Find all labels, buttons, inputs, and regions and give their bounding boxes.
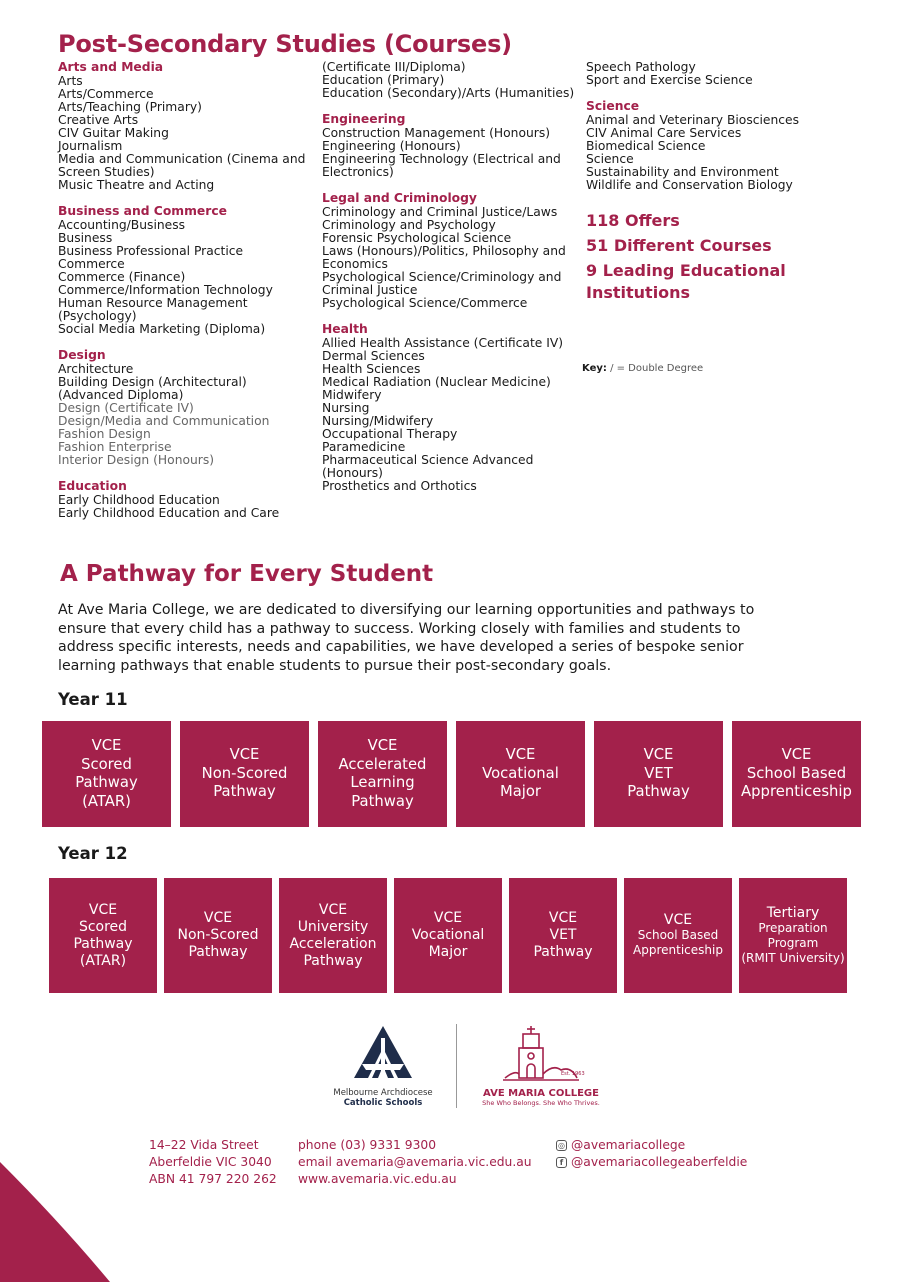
year-11-label: Year 11 (58, 690, 128, 709)
course-item: Building Design (Architectural) (Advanced Diploma) (58, 375, 247, 402)
category-heading: Health (322, 322, 368, 336)
pathway-box[interactable] (180, 721, 309, 827)
course-category (322, 113, 580, 179)
pathway-line: Pathway (533, 944, 593, 960)
key-label: Key: (582, 363, 607, 374)
course-item: Speech Pathology (586, 60, 696, 74)
address-line2: Aberfeldie VIC 3040 (149, 1155, 272, 1169)
pathway-line: VCE (548, 910, 578, 926)
mac-name-line1: Melbourne Archdiocese (333, 1088, 433, 1098)
course-category (58, 61, 308, 192)
category-heading: Design (58, 348, 106, 362)
course-category (58, 349, 308, 467)
instagram-handle: @avemariacollege (571, 1138, 686, 1152)
pathway-line: VCE (505, 746, 536, 764)
course-group-continued (322, 61, 580, 100)
pathway-line: VCE (367, 737, 398, 754)
pathway-line: VCE (91, 737, 122, 754)
pathway-box-text (73, 902, 132, 970)
pathway-line: Tertiary (766, 904, 820, 921)
course-item: CIV Animal Care Services (586, 126, 742, 140)
course-item: Arts (58, 74, 83, 88)
page-title: Post-Secondary Studies (Courses) (58, 30, 512, 58)
course-item: Prosthetics and Orthotics (322, 479, 477, 493)
facebook-icon: f (556, 1157, 567, 1168)
instagram-icon: ◎ (556, 1140, 567, 1151)
courses-column-2 (322, 61, 580, 493)
course-item: Arts/Teaching (Primary) (58, 100, 202, 114)
course-category (586, 100, 846, 192)
amc-name: AVE MARIA COLLEGE (483, 1088, 599, 1099)
pathway-box[interactable] (456, 721, 585, 827)
abn: ABN 41 797 220 262 (149, 1172, 277, 1186)
pathway-line: VET (644, 764, 673, 782)
key-legend (582, 363, 703, 374)
course-item: Biomedical Science (586, 139, 706, 153)
course-item: Psychological Science/Criminology and Criminal Justice (322, 270, 562, 297)
pathway-line: VCE (433, 910, 463, 926)
course-item: Commerce/Information Technology (58, 283, 273, 297)
category-heading: Engineering (322, 112, 406, 126)
pathway-box[interactable] (509, 878, 617, 993)
pathway-box-text (533, 910, 592, 961)
course-item: Sustainability and Environment (586, 165, 779, 179)
course-item: Forensic Psychological Science (322, 231, 512, 245)
course-item: Health Sciences (322, 362, 421, 376)
category-heading: Education (58, 479, 127, 493)
pathway-box-text (412, 910, 485, 961)
key-text: / = Double Degree (610, 363, 704, 374)
pathway-box-text (202, 746, 288, 802)
course-item: Construction Management (Honours) (322, 126, 551, 140)
course-item: Media and Communication (Cinema and Screen Studies) (58, 152, 306, 179)
year-11-pathways (42, 721, 861, 827)
amc-church-icon (501, 1024, 585, 1084)
instagram-link[interactable] (556, 1137, 747, 1154)
course-category (58, 480, 308, 520)
course-item: Criminology and Psychology (322, 218, 496, 232)
pathway-line: Program (767, 935, 819, 950)
year-12-pathways (49, 878, 847, 993)
course-category (322, 323, 580, 493)
course-item: Business Professional Practice (58, 244, 244, 258)
course-category (322, 192, 580, 310)
pathway-line: (ATAR) (79, 952, 127, 969)
pathway-line: Pathway (627, 783, 690, 801)
pathway-line: VCE (203, 910, 233, 926)
pathway-box[interactable] (624, 878, 732, 993)
pathway-line: Major (428, 944, 468, 960)
mac-emblem-icon (348, 1024, 418, 1082)
pathway-title: A Pathway for Every Student (60, 561, 434, 587)
course-item: Science (586, 152, 634, 166)
pathway-line: VCE (781, 746, 812, 764)
pathway-line: VCE (229, 746, 260, 764)
pathway-box[interactable] (42, 721, 171, 827)
course-item: Social Media Marketing (Diploma) (58, 322, 266, 336)
pathway-line: (RMIT University) (741, 950, 845, 965)
pathway-box[interactable] (732, 721, 861, 827)
course-item: CIV Guitar Making (58, 126, 169, 140)
footer-contact (298, 1137, 532, 1188)
courses-column-1 (58, 61, 308, 520)
pathway-line: VET (549, 927, 577, 943)
course-item: Music Theatre and Acting (58, 178, 215, 192)
course-item: Occupational Therapy (322, 427, 458, 441)
pathway-line: Accelerated (338, 755, 427, 773)
pathway-line: Major (499, 783, 542, 801)
pathway-line: VCE (663, 912, 693, 928)
logo-divider (456, 1024, 457, 1108)
mac-logo (318, 1024, 448, 1108)
logos (318, 1024, 618, 1114)
course-item: Architecture (58, 362, 134, 376)
pathway-line: Pathway (188, 944, 248, 960)
course-category (58, 205, 308, 336)
course-item: Medical Radiation (Nuclear Medicine) (322, 375, 551, 389)
pathway-line: (ATAR) (82, 792, 131, 810)
address-line1: 14–22 Vida Street (149, 1138, 259, 1152)
pathway-line: VCE (318, 901, 348, 918)
pathway-line: Scored (78, 918, 128, 935)
pathway-line: Pathway (303, 952, 363, 969)
pathway-box-text (482, 746, 559, 802)
pathway-line: Pathway (213, 783, 276, 801)
footer-social (556, 1137, 747, 1171)
course-item: Education (Secondary)/Arts (Humanities) (322, 86, 575, 100)
course-item: Animal and Veterinary Biosciences (586, 113, 800, 127)
course-item: Midwifery (322, 388, 382, 402)
course-item: Allied Health Assistance (Certificate IV) (322, 336, 564, 350)
pathway-line: Non-Scored (201, 764, 288, 782)
course-item: Education (Primary) (322, 73, 445, 87)
course-group-continued (586, 61, 846, 87)
pathway-box-text (741, 746, 852, 802)
pathway-box-text (627, 746, 689, 802)
phone[interactable]: phone (03) 9331 9300 (298, 1138, 437, 1152)
pathway-box-text (633, 913, 723, 958)
course-item: Nursing (322, 401, 370, 415)
course-item: Laws (Honours)/Politics, Philosophy and Economics (322, 244, 566, 271)
pathway-line: Acceleration (289, 935, 377, 952)
course-item: Accounting/Business (58, 218, 186, 232)
course-item: Business (58, 231, 113, 245)
category-heading: Legal and Criminology (322, 191, 477, 205)
course-item: Early Childhood Education (58, 493, 220, 507)
facebook-link[interactable] (556, 1154, 747, 1171)
category-heading: Arts and Media (58, 60, 164, 74)
pathway-box[interactable] (394, 878, 502, 993)
course-item: Dermal Sciences (322, 349, 425, 363)
pathway-intro: At Ave Maria College, we are dedicated to diversifying our learning opportunities and pathways to ensure that every child has a pathway to success. Working closely with families and students to address specific interests, needs and capabilities, we have developed a series of bespoke senior learning pathways that enable students to pursue their post-secondary goals. (58, 602, 755, 674)
pathway-line: Vocational (482, 764, 559, 782)
course-item: Design/Media and Communication (58, 414, 270, 428)
course-item: Nursing/Midwifery (322, 414, 434, 428)
amc-logo (476, 1024, 606, 1107)
amc-est: Est. 1963 (561, 1071, 585, 1077)
pathway-line: Learning (350, 774, 415, 791)
course-item: Psychological Science/Commerce (322, 296, 528, 310)
course-item: Commerce (58, 257, 125, 271)
amc-tagline: She Who Belongs. She Who Thrives. (482, 1099, 600, 1107)
stat-line: 118 Offers (586, 211, 680, 230)
course-item: Sport and Exercise Science (586, 73, 753, 87)
pathway-line: Preparation (758, 920, 828, 935)
pathway-line: School Based (637, 928, 719, 942)
course-item: Engineering (Honours) (322, 139, 461, 153)
footer-address (149, 1137, 277, 1188)
course-item: (Certificate III/Diploma) (322, 60, 466, 74)
stat-line: 9 Leading Educational Institutions (586, 261, 786, 302)
pathway-box-text (290, 902, 377, 970)
course-item: Criminology and Criminal Justice/Laws (322, 205, 558, 219)
stats-block (586, 210, 846, 304)
pathway-box[interactable] (318, 721, 447, 827)
pathway-line: University (297, 918, 369, 935)
corner-decoration (0, 1162, 120, 1282)
course-item: Early Childhood Education and Care (58, 506, 280, 520)
course-item: Interior Design (Honours) (58, 453, 215, 467)
courses-column-3 (586, 61, 846, 307)
course-item: Design (Certificate IV) (58, 401, 194, 415)
email-link[interactable]: email avemaria@avemaria.vic.edu.au (298, 1155, 532, 1169)
pathway-line: Pathway (75, 774, 138, 791)
pathway-line: Apprenticeship (741, 783, 852, 801)
year-12-label: Year 12 (58, 844, 128, 863)
pathway-line: School Based (746, 764, 847, 782)
category-heading: Science (586, 99, 640, 113)
course-item: Commerce (Finance) (58, 270, 186, 284)
pathway-line: VCE (643, 746, 674, 764)
pathway-box[interactable] (594, 721, 723, 827)
course-item: Fashion Enterprise (58, 440, 172, 454)
course-item: Human Resource Management (Psychology) (58, 296, 248, 323)
course-item: Arts/Commerce (58, 87, 154, 101)
course-item: Pharmaceutical Science Advanced (Honours) (322, 453, 534, 480)
pathway-line: Non-Scored (177, 927, 259, 943)
pathway-line: Vocational (411, 927, 485, 943)
pathway-line: Apprenticeship (633, 943, 723, 957)
course-item: Wildlife and Conservation Biology (586, 178, 793, 192)
course-item: Creative Arts (58, 113, 139, 127)
course-item: Engineering Technology (Electrical and Electronics) (322, 152, 561, 179)
stat-line: 51 Different Courses (586, 236, 772, 255)
facebook-handle: @avemariacollegeaberfeldie (571, 1155, 748, 1169)
pathway-box[interactable] (49, 878, 157, 993)
pathway-line: Pathway (73, 935, 133, 952)
course-item: Fashion Design (58, 427, 151, 441)
pathway-box-text (339, 737, 427, 811)
category-heading: Business and Commerce (58, 204, 227, 218)
pathway-line: Scored (81, 755, 132, 773)
pathway-box[interactable] (279, 878, 387, 993)
pathway-box-text (741, 906, 844, 966)
course-item: Journalism (58, 139, 123, 153)
pathway-line: Pathway (351, 792, 414, 810)
pathway-box[interactable] (164, 878, 272, 993)
pathway-box-text (75, 737, 137, 811)
pathway-box-text (177, 910, 258, 961)
website-link[interactable]: www.avemaria.vic.edu.au (298, 1172, 457, 1186)
course-item: Paramedicine (322, 440, 406, 454)
pathway-line: VCE (88, 901, 118, 918)
pathway-box[interactable] (739, 878, 847, 993)
mac-name-line2: Catholic Schools (343, 1098, 423, 1108)
